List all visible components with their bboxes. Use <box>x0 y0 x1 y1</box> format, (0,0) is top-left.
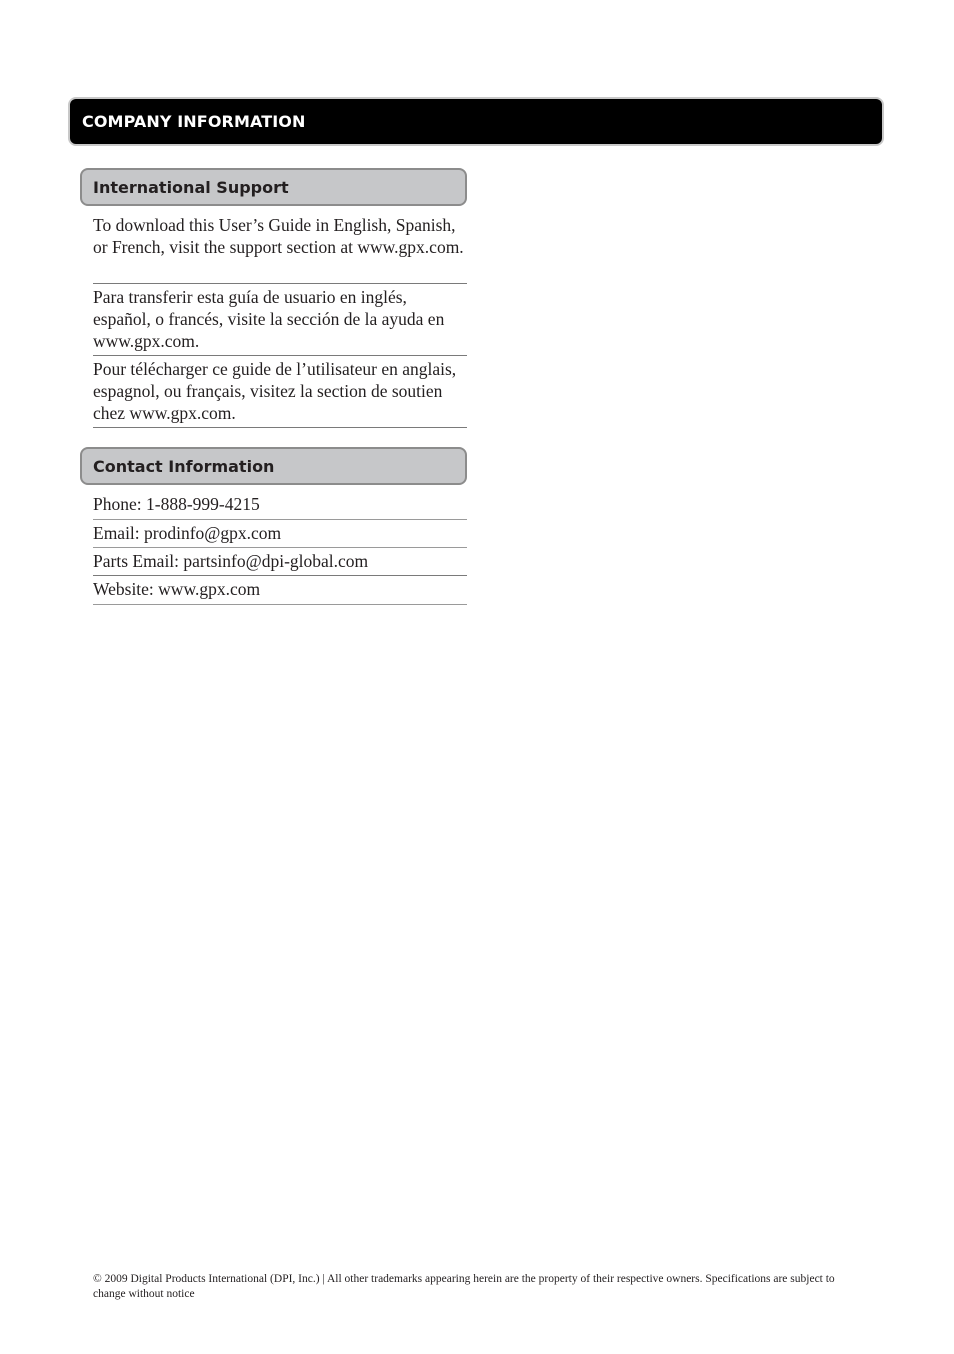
support-paragraph-english: To download this User’s Guide in English, Spanish, or French, visit the support section at www.gpx.com. <box>93 215 464 257</box>
contact-information-header <box>80 447 467 485</box>
contact-information-heading: Contact Information <box>93 457 275 476</box>
divider <box>93 575 467 576</box>
divider <box>93 283 467 284</box>
company-information-banner <box>68 97 884 146</box>
contact-phone: Phone: 1-888-999-4215 <box>93 494 260 514</box>
contact-email: Email: prodinfo@gpx.com <box>93 523 282 543</box>
contact-parts-email: Parts Email: partsinfo@dpi-global.com <box>93 551 369 571</box>
divider <box>93 519 467 520</box>
page-title: COMPANY INFORMATION <box>82 112 306 131</box>
divider <box>93 547 467 548</box>
contact-website: Website: www.gpx.com <box>93 579 261 599</box>
divider <box>93 355 467 356</box>
support-paragraph-spanish: Para transferir esta guía de usuario en inglés, español, o francés, visite la sección de la ayuda en www.gpx.com. <box>93 287 445 351</box>
divider <box>93 604 467 605</box>
international-support-header <box>80 168 467 206</box>
support-paragraph-french: Pour télécharger ce guide de l’utilisateur en anglais, espagnol, ou français, visitez la section de soutien chez www.gpx.com. <box>93 359 457 423</box>
divider <box>93 427 467 428</box>
copyright-footer: © 2009 Digital Products International (DPI, Inc.) | All other trademarks appearing herein are the property of their respective owners. Specifications are subject to change without notice <box>93 1273 835 1300</box>
international-support-heading: International Support <box>93 178 289 197</box>
